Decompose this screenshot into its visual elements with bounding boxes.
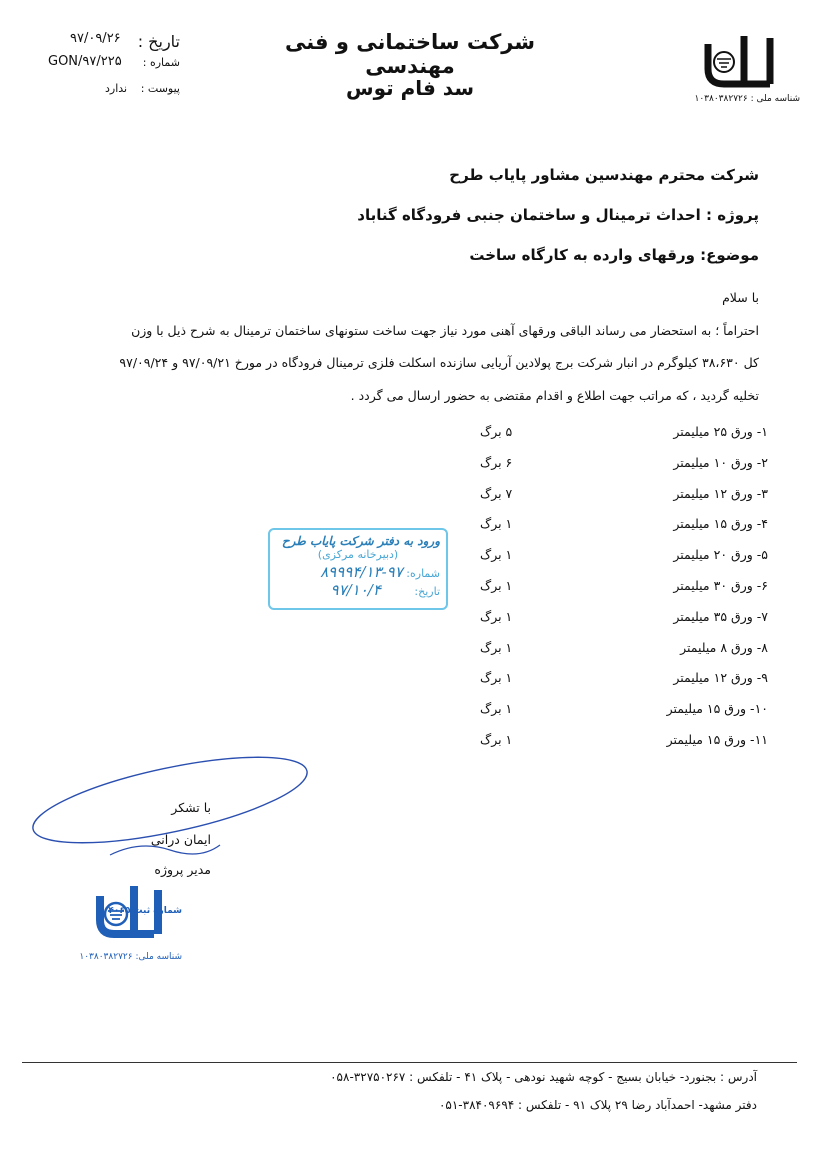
signature-thanks: با تشکر [171,800,211,815]
list-item [480,547,768,573]
body-line-2: کل ۳۸،۶۳۰ کیلوگرم در انبار شرکت برج پولادین آریایی سازنده اسکلت فلزی ترمینال فرودگاه در مورخ ۹۷/۰۹/۲۱ و ۹۷/۰۹/۲۴ [119,355,759,370]
greeting: با سلام [722,290,759,305]
footer-divider [22,1062,797,1063]
item-description: ۴- ورق ۱۵ میلیمتر [673,516,768,532]
item-quantity: ۵ برگ [480,424,513,439]
attachment-value: ندارد [105,82,128,95]
item-quantity: ۱ برگ [480,701,513,717]
seal-reg-number: شماره ثبت ۴۰۶۵ [108,906,182,916]
item-quantity: ۱ برگ [480,608,513,624]
stamp-number-label: شماره: [406,567,440,580]
list-item [480,486,768,512]
list-item [480,424,768,450]
item-quantity: ۱ برگ [480,547,513,563]
number-label: شماره : [142,56,180,69]
item-description: ۶- ورق ۳۰ میلیمتر [673,578,768,593]
item-quantity: ۱ برگ [480,670,513,686]
item-description: ۱۰- ورق ۱۵ میلیمتر [666,701,768,717]
project-line: پروژه : احداث ترمینال و ساختمان جنبی فرودگاه گناباد [357,206,759,224]
item-quantity: ۱ برگ [480,516,513,532]
signature-scribble-icon [20,755,320,875]
list-item [480,701,768,727]
item-quantity: ۷ برگ [480,485,513,501]
item-description: ۵- ورق ۲۰ میلیمتر [673,547,768,563]
item-quantity: ۱ برگ [480,732,513,747]
item-description: ۲- ورق ۱۰ میلیمتر [673,454,768,470]
item-description: ۱- ورق ۲۵ میلیمتر [673,424,768,439]
recipient: شرکت محترم مهندسین مشاور پایاب طرح [449,166,759,184]
footer-address-2: دفتر مشهد- احمدآباد رضا ۲۹ پلاک ۹۱ - تلفکس : ۳۸۴۰۹۶۹۴-۰۵۱ [438,1098,757,1112]
list-item [480,609,768,635]
list-item [480,455,768,481]
item-description: ۳- ورق ۱۲ میلیمتر [673,485,768,501]
item-quantity: ۱ برگ [480,578,513,593]
date-label: تاریخ : [137,32,180,51]
stamp-date-value: ۹۷/۱۰/۴ [330,581,381,599]
item-description: ۷- ورق ۳۵ میلیمتر [673,608,768,624]
date-value: ۹۷/۰۹/۲۶ [70,31,121,46]
subject-line: موضوع: ورقهای وارده به کارگاه ساخت [469,246,759,264]
signer-title: مدیر پروژه [154,862,211,877]
signer-name: ایمان درانی [150,832,211,847]
item-quantity: ۶ برگ [480,454,513,470]
list-item [480,578,768,604]
received-stamp [268,528,448,610]
body-line-1: احتراماً ؛ به استحضار می رساند الباقی ورقهای آهنی مورد نیاز جهت ساخت ستونهای ساختمان ترمینال به شرح ذیل با وزن [131,323,759,338]
stamp-date-label: تاریخ: [414,585,440,598]
list-item [480,670,768,696]
stamp-line-2: (دبیرخانه مرکزی) [317,548,399,561]
list-item [480,640,768,666]
attachment-label: پیوست : [140,82,180,95]
company-logo [694,14,800,110]
logo-mark-icon [700,14,800,94]
list-item [480,516,768,542]
list-item [480,732,768,758]
stamp-number-value: ۹۷-۸۹۹۹۴/۱۳ [320,563,403,581]
footer-address-1: آدرس : بجنورد- خیابان بسیج - کوچه شهید نودهی - پلاک ۴۱ - تلفکس : ۳۲۷۵۰۲۶۷-۰۵۸ [330,1070,757,1084]
number-value: GON/۹۷/۲۲۵ [48,54,122,69]
item-description: ۱۱- ورق ۱۵ میلیمتر [666,732,768,747]
body-line-3: تخلیه گردید ، که مراتب جهت اطلاع و اقدام مقتضی به حضور ارسال می گردد . [350,388,759,403]
company-subname: سد فام توس [345,76,475,100]
item-quantity: ۱ برگ [480,639,513,655]
national-id: شناسه ملی : ۱۰۳۸۰۳۸۲۷۲۶ [694,94,800,104]
company-seal [79,868,182,968]
company-name: شرکت ساختمانی و فنی مهندسی [284,30,536,78]
item-description: ۸- ورق ۸ میلیمتر [680,639,768,655]
seal-national-id: شناسه ملی: ۱۰۳۸۰۳۸۲۷۲۶ [79,952,182,962]
item-description: ۹- ورق ۱۲ میلیمتر [673,670,768,686]
stamp-line-1: ورود به دفتر شرکت پایاب طرح [281,534,440,548]
